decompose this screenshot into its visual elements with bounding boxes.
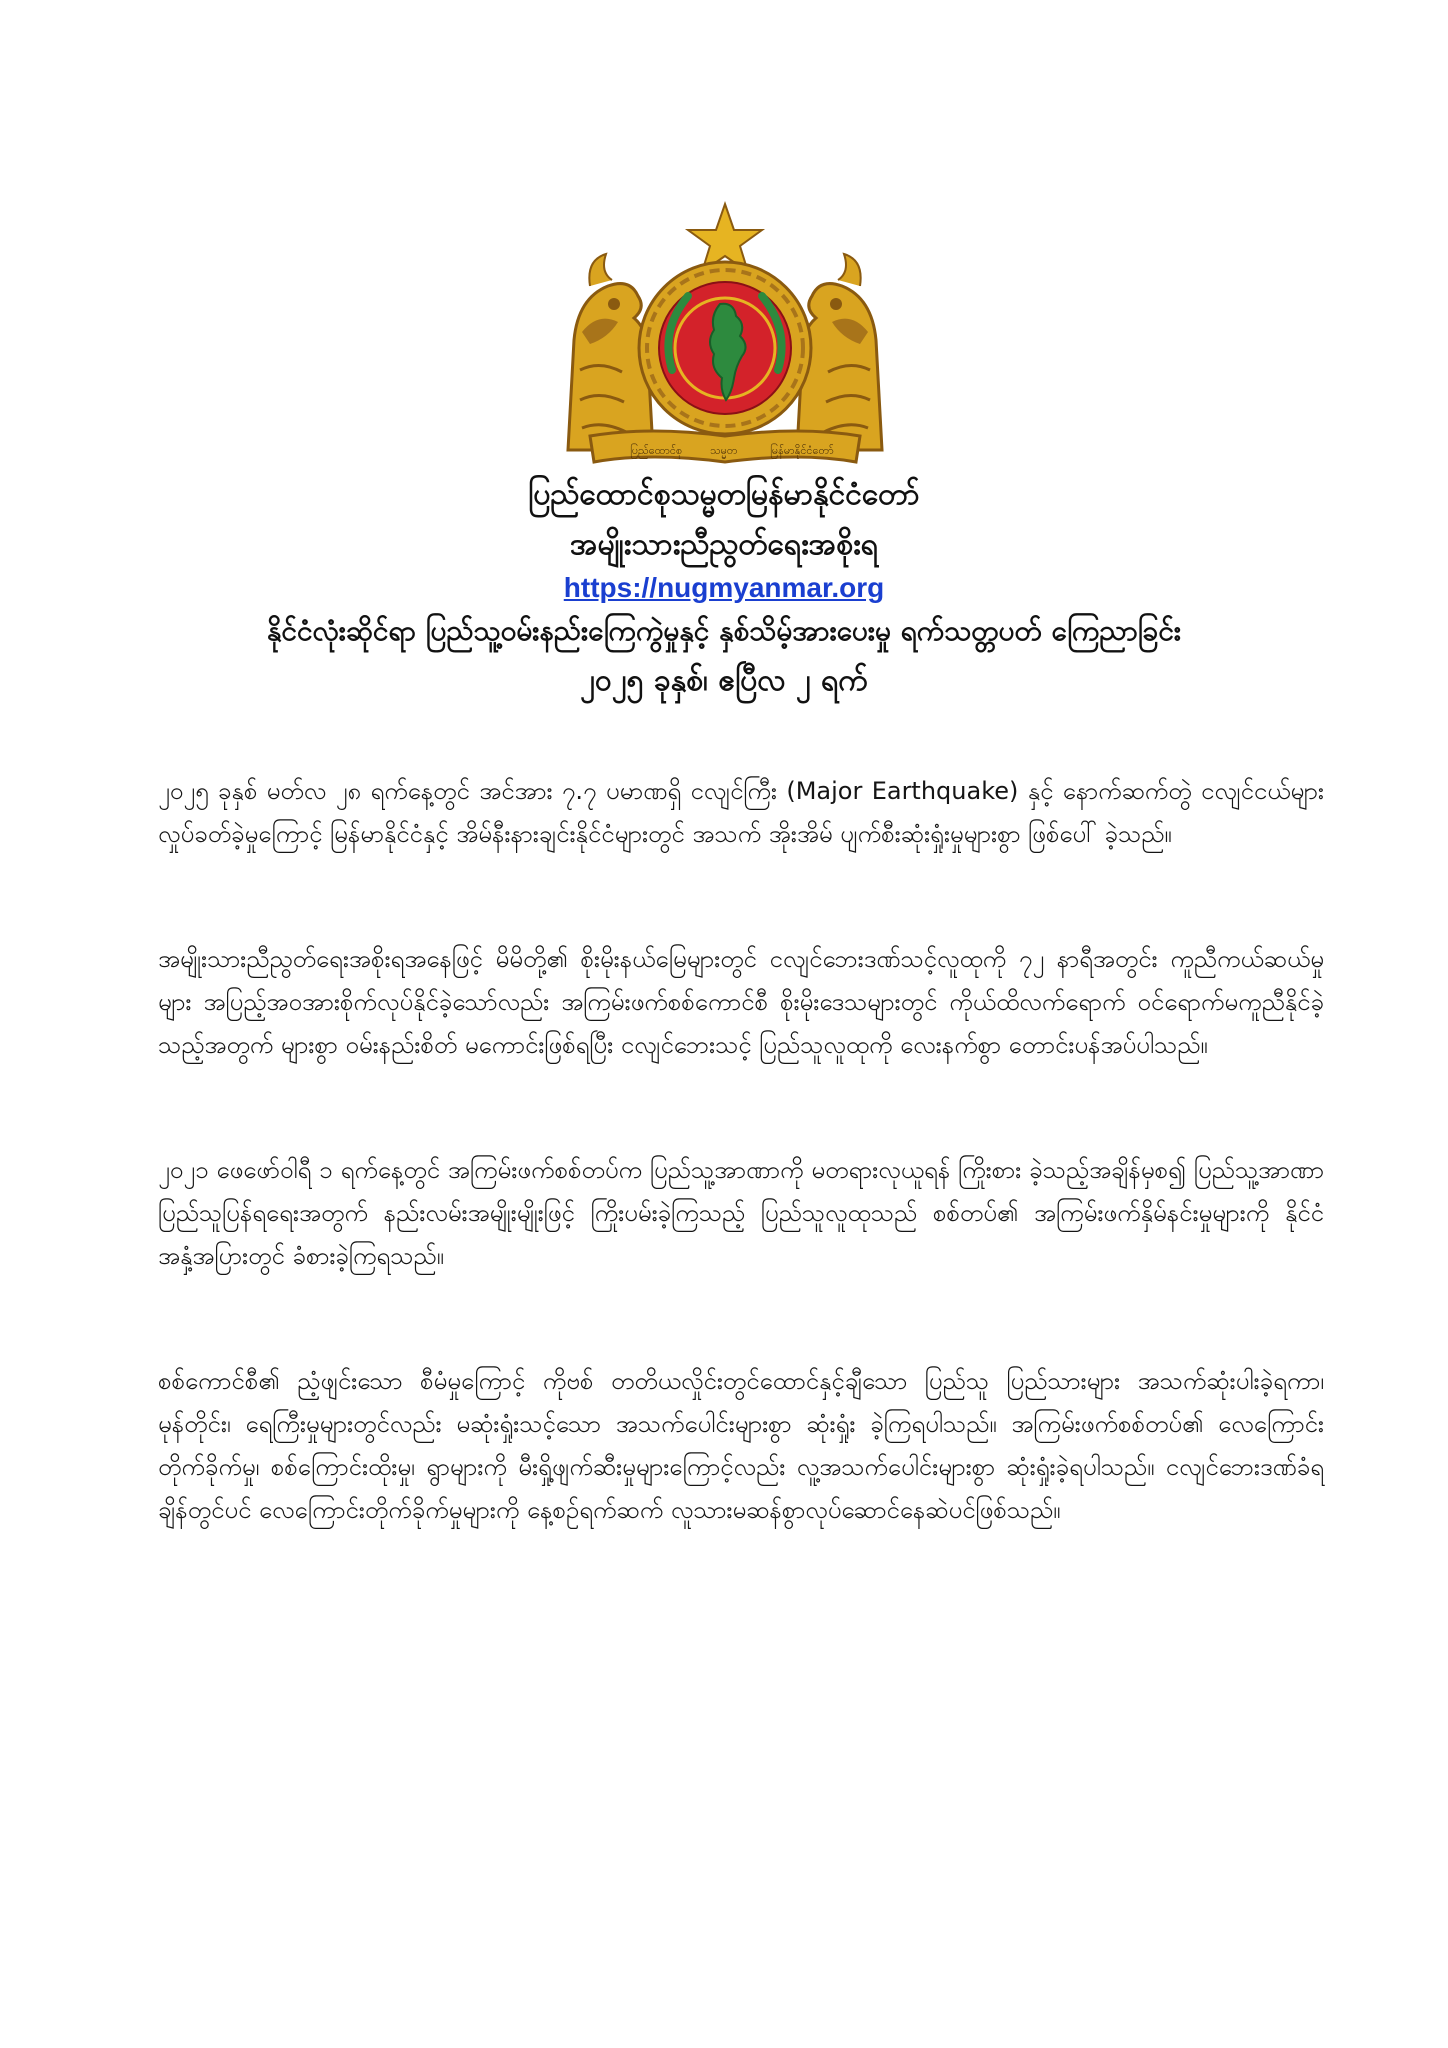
state-emblem-graphic — [560, 200, 890, 470]
document-heading — [100, 470, 1348, 706]
government-name-title: အမျိုးသားညီညွတ်ရေးအစိုးရ — [570, 527, 878, 562]
seal-text-left: ပြည်ထောင်စု — [630, 444, 683, 457]
seal-text-center: သမ္မတ — [710, 444, 738, 457]
body-paragraph-2: အမျိုးသားညီညွတ်ရေးအစိုးရအနေဖြင့် မိမိတို့၏ စိုးမိုးနယ်မြေများတွင် ငလျင်ဘေးဒဏ်သင့်လူထုကို ၇၂ နာရီအတွင်း ကူညီကယ်ဆယ်မှုများ အပြည့်အဝအားစိုက်လုပ်နိုင်ခဲ့သော်လည်း အကြမ်းဖက်စစ်ကောင်စီ စိုးမိုးဒေသများတွင် ကိုယ်ထိလက်ရောက် ဝင်ရောက်မကူညီနိုင်ခဲ့သည့်အတွက် များစွာ ဝမ်းနည်းစိတ် မကောင်းဖြစ်ရပြီး ငလျင်ဘေးသင့် ပြည်သူလူထုကို လေးနက်စွာ တောင်းပန်အပ်ပါသည်။ — [158, 945, 1324, 1059]
announcement-subject: နိုင်ငံလုံးဆိုင်ရာ ပြည်သူ့ဝမ်းနည်းကြေကွဲမှုနှင့် နှစ်သိမ့်အားပေးမှု ရက်သတ္တပတ် ကြေညာခြင်း — [266, 614, 1182, 647]
state-name-title: ပြည်ထောင်စုသမ္မတမြန်မာနိုင်ငံတော် — [528, 477, 920, 512]
document-body — [158, 770, 1324, 1614]
seal-text-right: မြန်မာနိုင်ငံတော် — [770, 444, 834, 457]
body-paragraph-3: ၂၀၂၁ ဖေဖော်ဝါရီ ၁ ရက်နေ့တွင် အကြမ်းဖက်စစ်တပ်က ပြည်သူ့အာဏာကို မတရားလုယူရန် ကြိုးစား ခဲ့သည့်အချိန်မှစ၍ ပြည်သူ့အာဏာ ပြည်သူပြန်ရရေးအတွက် နည်းလမ်းအမျိုးမျိုးဖြင့် ကြိုးပမ်းခဲ့ကြသည့် ပြည်သူလူထုသည် စစ်တပ်၏ အကြမ်းဖက်နှိမ်နင်းမှုများကို နိုင်ငံအနှံ့အပြားတွင် ခံစားခဲ့ကြရသည်။ — [158, 1156, 1324, 1270]
ribbon-scroll-icon — [590, 431, 860, 462]
state-emblem — [560, 200, 890, 470]
website-link[interactable]: https://nugmyanmar.org — [563, 572, 885, 603]
body-paragraph-4: စစ်ကောင်စီ၏ ညံ့ဖျင်းသော စီမံမှုကြောင့် ကိုဗစ် တတိယလှိုင်းတွင်ထောင်နှင့်ချီသော ပြည်သူ ပြည်သားများ အသက်ဆုံးပါးခဲ့ရကာ၊ မုန်တိုင်း၊ ရေကြီးမှုများတွင်လည်း မဆုံးရှုံးသင့်သော အသက်ပေါင်းများစွာ ဆုံးရှုံး ခဲ့ကြရပါသည်။ အကြမ်းဖက်စစ်တပ်၏ လေကြောင်းတိုက်ခိုက်မှု၊ စစ်ကြောင်းထိုးမှု၊ ရွာများကို မီးရှို့ဖျက်ဆီးမှုများကြောင့်လည်း လူ့အသက်ပေါင်းများစွာ ဆုံးရှုံးခဲ့ရပါသည်။ ငလျင်ဘေးဒဏ်ခံရချိန်တွင်ပင် လေကြောင်းတိုက်ခိုက်မှုများကို နေ့စဉ်ရက်ဆက် လူသားမဆန်စွာလုပ်ဆောင်နေဆဲပင်ဖြစ်သည်။ — [158, 1367, 1324, 1524]
body-paragraph-1: ၂၀၂၅ ခုနှစ် မတ်လ ၂၈ ရက်နေ့တွင် အင်အား ၇.၇ ပမာဏရှိ ငလျင်ကြီး (Major Earthquake) နှင့် နောက်ဆက်တွဲ ငလျင်ငယ်များ လှုပ်ခတ်ခဲ့မှုကြောင့် မြန်မာနိုင်ငံနှင့် အိမ်နီးနားချင်းနိုင်ငံများတွင် အသက် အိုးအိမ် ပျက်စီးဆုံးရှုံးမှုများစွာ ဖြစ်ပေါ် ခဲ့သည်။ — [158, 777, 1324, 848]
announcement-date: ၂၀၂၅ ခုနှစ်၊ ဧပြီလ ၂ ရက် — [580, 663, 868, 698]
